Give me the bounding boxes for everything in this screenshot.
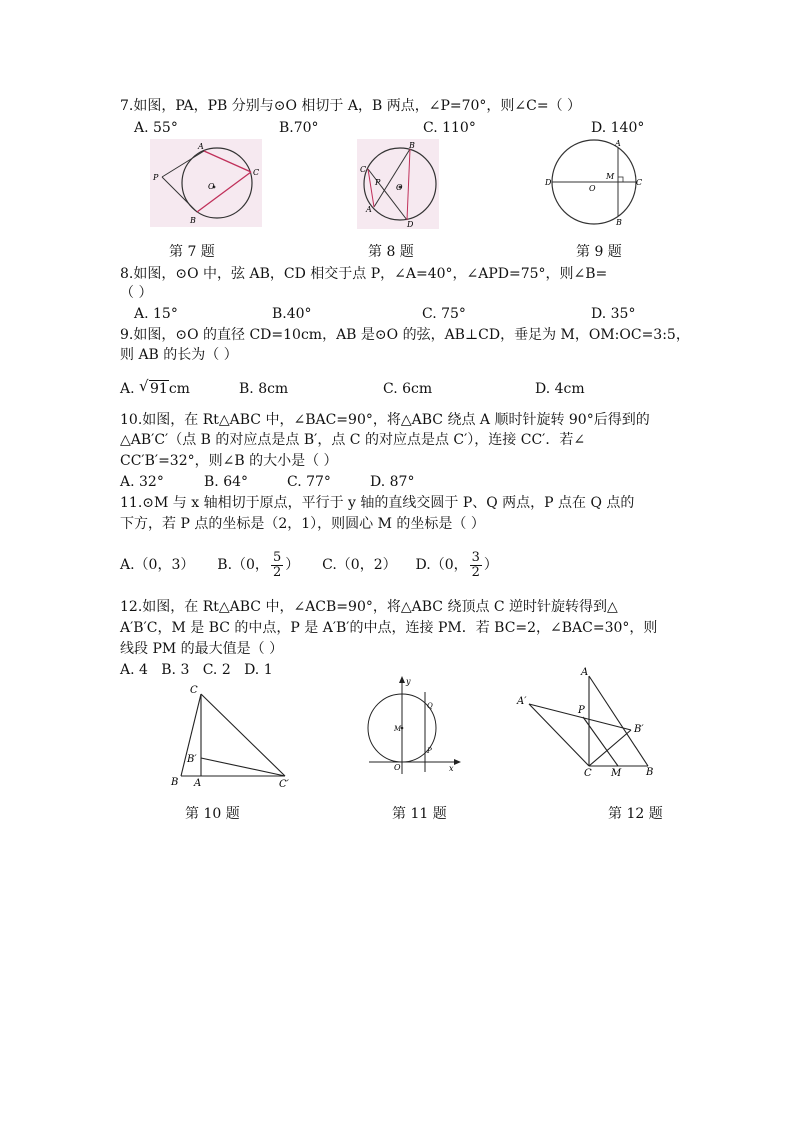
sqrt-symbol: √ 91	[139, 377, 168, 397]
fig9-label-b: B	[616, 218, 622, 227]
caption-fig10: 第 10 题	[185, 806, 240, 822]
q8-option-a: A. 15°	[134, 306, 178, 322]
fig8-label-b: B	[409, 141, 415, 150]
caption-fig11: 第 11 题	[392, 806, 447, 822]
fig9-label-d: D	[545, 178, 552, 187]
q10-option-a: A. 32°	[120, 474, 164, 490]
figure-8	[357, 139, 439, 229]
fig12-label-b-prime: B′	[634, 724, 644, 735]
fig8-label-d: D	[407, 220, 414, 229]
fig10-label-a: A	[194, 778, 202, 789]
fig9-label-c: C	[636, 178, 643, 187]
q11-options	[120, 548, 498, 582]
q11-option-b: B.（0， $\frac{5}{2}$ ）	[217, 549, 300, 580]
fig9-label-m: M	[606, 172, 615, 181]
q8-stem: 8.如图，⊙O 中，弦 AB，CD 相交于点 P，∠A=40°，∠APD=75°，则∠B=	[120, 266, 608, 282]
fig10-label-c: C	[190, 685, 198, 696]
fig11-label-m: M	[394, 725, 402, 733]
fig7-label-o: O	[208, 182, 215, 191]
q12-stem-2: A′B′C，M 是 BC 的中点，P 是 A′B′的中点，连接 PM．若 BC=2，∠BAC=30°，则	[120, 620, 658, 636]
fig12-label-p: P	[578, 705, 585, 716]
q8-option-d: D. 35°	[591, 306, 636, 322]
fig12-label-m: M	[611, 768, 622, 778]
fig12-label-c: C	[584, 768, 592, 778]
q10-option-b: B. 64°	[204, 474, 249, 490]
fig11-label-y: y	[406, 677, 411, 686]
q7-stem: 7.如图，PA，PB 分别与⊙O 相切于 A，B 两点，∠P=70°，则∠C=（ ）	[120, 98, 582, 114]
q7-option-b: B.70°	[279, 120, 319, 136]
fig8-label-a: A	[366, 205, 372, 214]
q9-option-d: D. 4cm	[535, 381, 585, 397]
q11-option-d: D.（0， $\frac{3}{2}$ ）	[415, 549, 498, 580]
q12-stem: 12.如图，在 Rt△ABC 中，∠ACB=90°，将△ABC 绕顶点 C 逆时针旋转得到△	[120, 599, 618, 615]
figure-9	[544, 135, 644, 227]
fig7-label-p: P	[153, 173, 159, 182]
fig11-label-q: Q	[427, 702, 433, 710]
fig10-label-c-prime: C′	[279, 779, 289, 790]
fig12-label-a: A	[581, 667, 589, 678]
fig12-label-a-prime: A′	[517, 696, 527, 707]
q9-stem: 9.如图，⊙O 的直径 CD=10cm，AB 是⊙O 的弦，AB⊥CD，垂足为 M，OM:OC=3:5，	[120, 327, 690, 343]
q11-option-c: C.（0，2）	[322, 557, 397, 573]
caption-fig9: 第 9 题	[576, 244, 622, 260]
q11-stem: 11.⊙M 与 x 轴相切于原点，平行于 y 轴的直线交圆于 P、Q 两点，P 点在 Q 点的	[120, 495, 635, 511]
q10-option-c: C. 77°	[287, 474, 331, 490]
q8-stem-continued: （ ）	[120, 285, 153, 301]
caption-fig12: 第 12 题	[608, 806, 663, 822]
q10-stem-2: △AB′C′（点 B 的对应点是点 B′，点 C 的对应点是点 C′），连接 CC′．若∠	[120, 432, 586, 448]
fraction-5-2: $\frac{5}{2}$	[272, 549, 282, 580]
fig10-label-b: B	[171, 777, 179, 788]
fig8-label-p: P	[375, 178, 381, 187]
fig11-label-p: P	[427, 747, 432, 755]
fig8-label-o: O	[396, 183, 403, 192]
figure-7	[150, 139, 262, 227]
q11-stem-continued: 下方，若 P 点的坐标是（2，1），则圆心 M 的坐标是（ ）	[120, 516, 485, 532]
q10-stem: 10.如图，在 Rt△ABC 中，∠BAC=90°，将△ABC 绕点 A 顺时针旋转 90°后得到的	[120, 412, 650, 428]
q9-option-b: B. 8cm	[239, 381, 289, 397]
q8-option-c: C. 75°	[422, 306, 466, 322]
fig7-label-a: A	[198, 142, 204, 151]
q7-option-d: D. 140°	[591, 120, 645, 136]
q9-option-c: C. 6cm	[383, 381, 433, 397]
fig10-label-b-prime: B′	[187, 754, 197, 765]
q10-stem-3: CC′B′=32°，则∠B 的大小是（ ）	[120, 453, 338, 469]
fig9-label-a: A	[615, 139, 621, 148]
fig8-label-c: C	[360, 165, 367, 174]
fig7-label-c: C	[253, 168, 260, 177]
fraction-3-2: $\frac{3}{2}$	[471, 549, 480, 580]
figure-12	[513, 664, 663, 778]
fig9-label-o: O	[589, 184, 596, 193]
fig11-label-o: O	[394, 763, 401, 772]
fig7-label-b: B	[190, 216, 196, 225]
caption-fig8: 第 8 题	[368, 244, 414, 260]
figure-11	[363, 674, 463, 776]
q7-option-a: A. 55°	[134, 120, 178, 136]
q8-option-b: B.40°	[272, 306, 312, 322]
q7-option-c: C. 110°	[423, 120, 476, 136]
fig11-label-x: x	[449, 764, 454, 773]
q9-option-a: A. √ 91cm	[120, 377, 190, 397]
q9-stem-continued: 则 AB 的长为（ ）	[120, 347, 238, 363]
caption-fig7: 第 7 题	[169, 244, 215, 260]
fig12-label-b: B	[646, 767, 654, 778]
figure-10	[165, 684, 295, 792]
q11-option-a: A.（0，3）	[120, 557, 195, 573]
q10-option-d: D. 87°	[370, 474, 415, 490]
q12-stem-3: 线段 PM 的最大值是（ ）	[120, 641, 284, 657]
q12-options: A. 4 B. 3 C. 2 D. 1	[120, 662, 273, 678]
